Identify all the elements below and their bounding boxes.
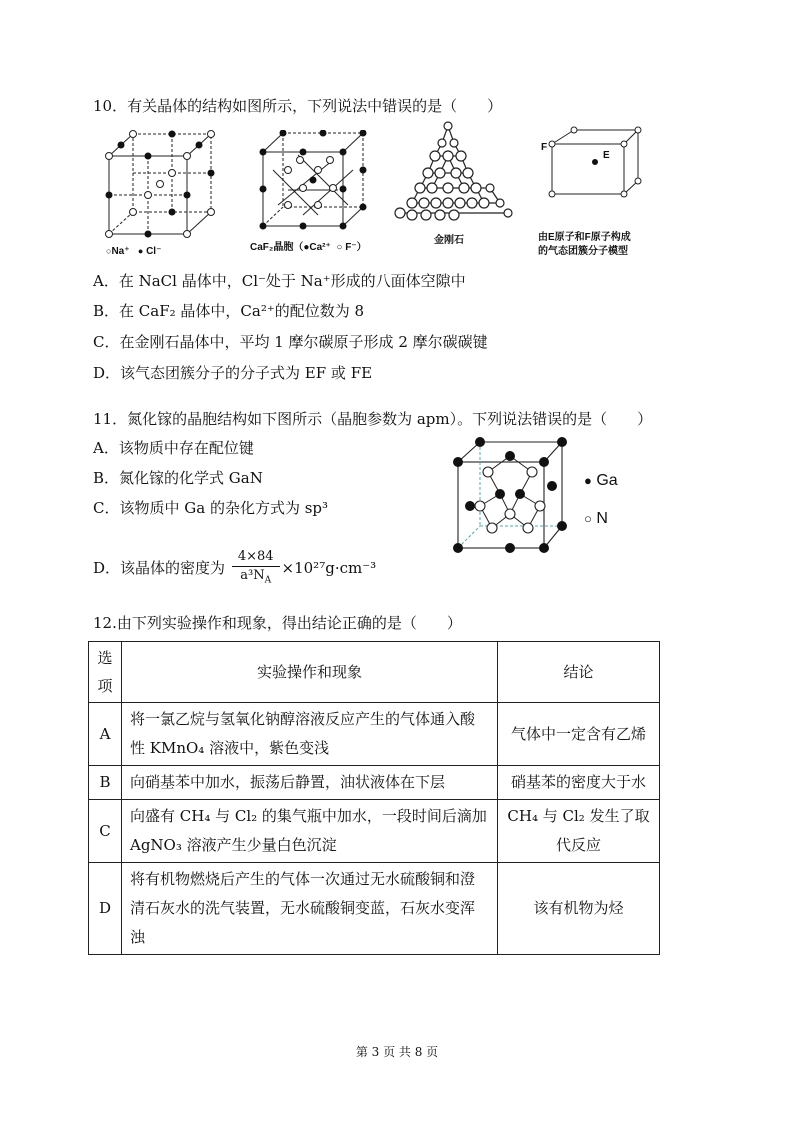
q10-option-c: C．在金刚石晶体中，平均 1 摩尔碳原子形成 2 摩尔碳碳键 <box>93 333 488 351</box>
density-den-sub: A <box>264 575 272 586</box>
row-b-operation: 向硝基苯中加水，振荡后静置，油状液体在下层 <box>122 766 498 800</box>
nacl-na-label: Na⁺ <box>111 246 130 257</box>
row-b-conclusion: 硝基苯的密度大于水 <box>498 766 660 800</box>
gan-ga-label: Ga <box>596 472 618 489</box>
q11-option-d <box>93 548 376 590</box>
q10-option-b: B．在 CaF₂ 晶体中，Ca²⁺的配位数为 8 <box>93 302 365 320</box>
white-circle-icon: ○ <box>106 246 112 256</box>
table-row <box>89 766 660 800</box>
row-a-option: A <box>89 703 122 766</box>
ef-caption-line1: 由E原子和F原子构成 <box>538 232 631 243</box>
caf2-legend <box>250 238 367 253</box>
caf2-f-label: F⁻） <box>345 242 367 253</box>
gan-n-label: N <box>596 510 608 527</box>
caf2-figure <box>258 130 368 230</box>
table-header-row <box>89 642 660 703</box>
q11-option-a: A．该物质中存在配位键 <box>93 439 254 457</box>
nacl-legend <box>106 246 161 257</box>
white-circle-icon: ○ <box>584 511 592 526</box>
table-row <box>89 863 660 955</box>
row-b-option: B <box>89 766 122 800</box>
black-circle-icon: ● <box>137 246 144 256</box>
row-c-operation: 向盛有 CH₄ 与 Cl₂ 的集气瓶中加水，一段时间后滴加 AgNO₃ 溶液产生少量白色沉淀 <box>122 800 498 863</box>
ef-cluster-figure <box>538 126 646 198</box>
ef-label-f: F <box>541 142 548 153</box>
q11-option-d-prefix: D．该晶体的密度为 <box>93 558 226 577</box>
nacl-figure <box>103 128 218 246</box>
q10-option-a: A．在 NaCl 晶体中，Cl⁻处于 Na⁺形成的八面体空隙中 <box>93 272 466 290</box>
q12-stem: 12.由下列实验操作和现象，得出结论正确的是（ ） <box>93 614 462 632</box>
density-den-main: a³N <box>240 568 265 583</box>
q11-option-c: C．该物质中 Ga 的杂化方式为 sp³ <box>93 499 329 517</box>
table-row <box>89 703 660 766</box>
row-d-option: D <box>89 863 122 955</box>
header-operation: 实验操作和现象 <box>122 642 498 703</box>
q11-option-d-suffix: ×10²⁷g·cm⁻³ <box>281 558 377 577</box>
nacl-cl-label: Cl⁻ <box>146 246 162 257</box>
q11-stem: 11．氮化镓的晶胞结构如下图所示（晶胞参数为 apm）。下列说法错误的是（ ） <box>93 410 653 428</box>
row-a-conclusion: 气体中一定含有乙烯 <box>498 703 660 766</box>
density-numerator: 4×84 <box>232 548 280 567</box>
black-circle-icon: ● <box>303 242 310 253</box>
header-option: 选项 <box>89 642 122 703</box>
q11-option-b: B．氮化镓的化学式 GaN <box>93 469 263 487</box>
table-row <box>89 800 660 863</box>
row-d-conclusion: 该有机物为烃 <box>498 863 660 955</box>
diamond-figure <box>390 118 515 226</box>
caf2-ca-label: Ca²⁺ <box>309 242 331 253</box>
q10-stem: 10．有关晶体的结构如图所示，下列说法中错误的是（ ） <box>93 97 503 115</box>
white-circle-icon: ○ <box>336 242 343 253</box>
row-c-option: C <box>89 800 122 863</box>
caf2-title: CaF₂晶胞（ <box>250 242 304 253</box>
header-conclusion: 结论 <box>498 642 660 703</box>
row-c-conclusion: CH₄ 与 Cl₂ 发生了取代反应 <box>498 800 660 863</box>
ef-caption-line2: 的气态团簇分子模型 <box>538 246 628 257</box>
density-fraction <box>232 548 280 590</box>
row-d-operation: 将有机物燃烧后产生的气体一次通过无水硫酸铜和澄清石灰水的洗气装置，无水硫酸铜变蓝，石灰水变浑浊 <box>122 863 498 955</box>
page-footer: 第 3 页 共 8 页 <box>355 1045 439 1059</box>
ef-label-e: E <box>603 150 610 161</box>
gan-legend-n <box>584 510 608 528</box>
gan-legend-ga <box>584 472 618 490</box>
black-circle-icon: ● <box>584 473 592 488</box>
density-denominator <box>232 567 280 590</box>
q10-option-d: D．该气态团簇分子的分子式为 EF 或 FE <box>93 364 373 382</box>
diamond-caption: 金刚石 <box>434 235 464 246</box>
experiment-table <box>88 641 660 955</box>
row-a-operation: 将一氯乙烷与氢氧化钠醇溶液反应产生的气体通入酸性 KMnO₄ 溶液中，紫色变浅 <box>122 703 498 766</box>
gan-cell-figure <box>450 436 570 554</box>
